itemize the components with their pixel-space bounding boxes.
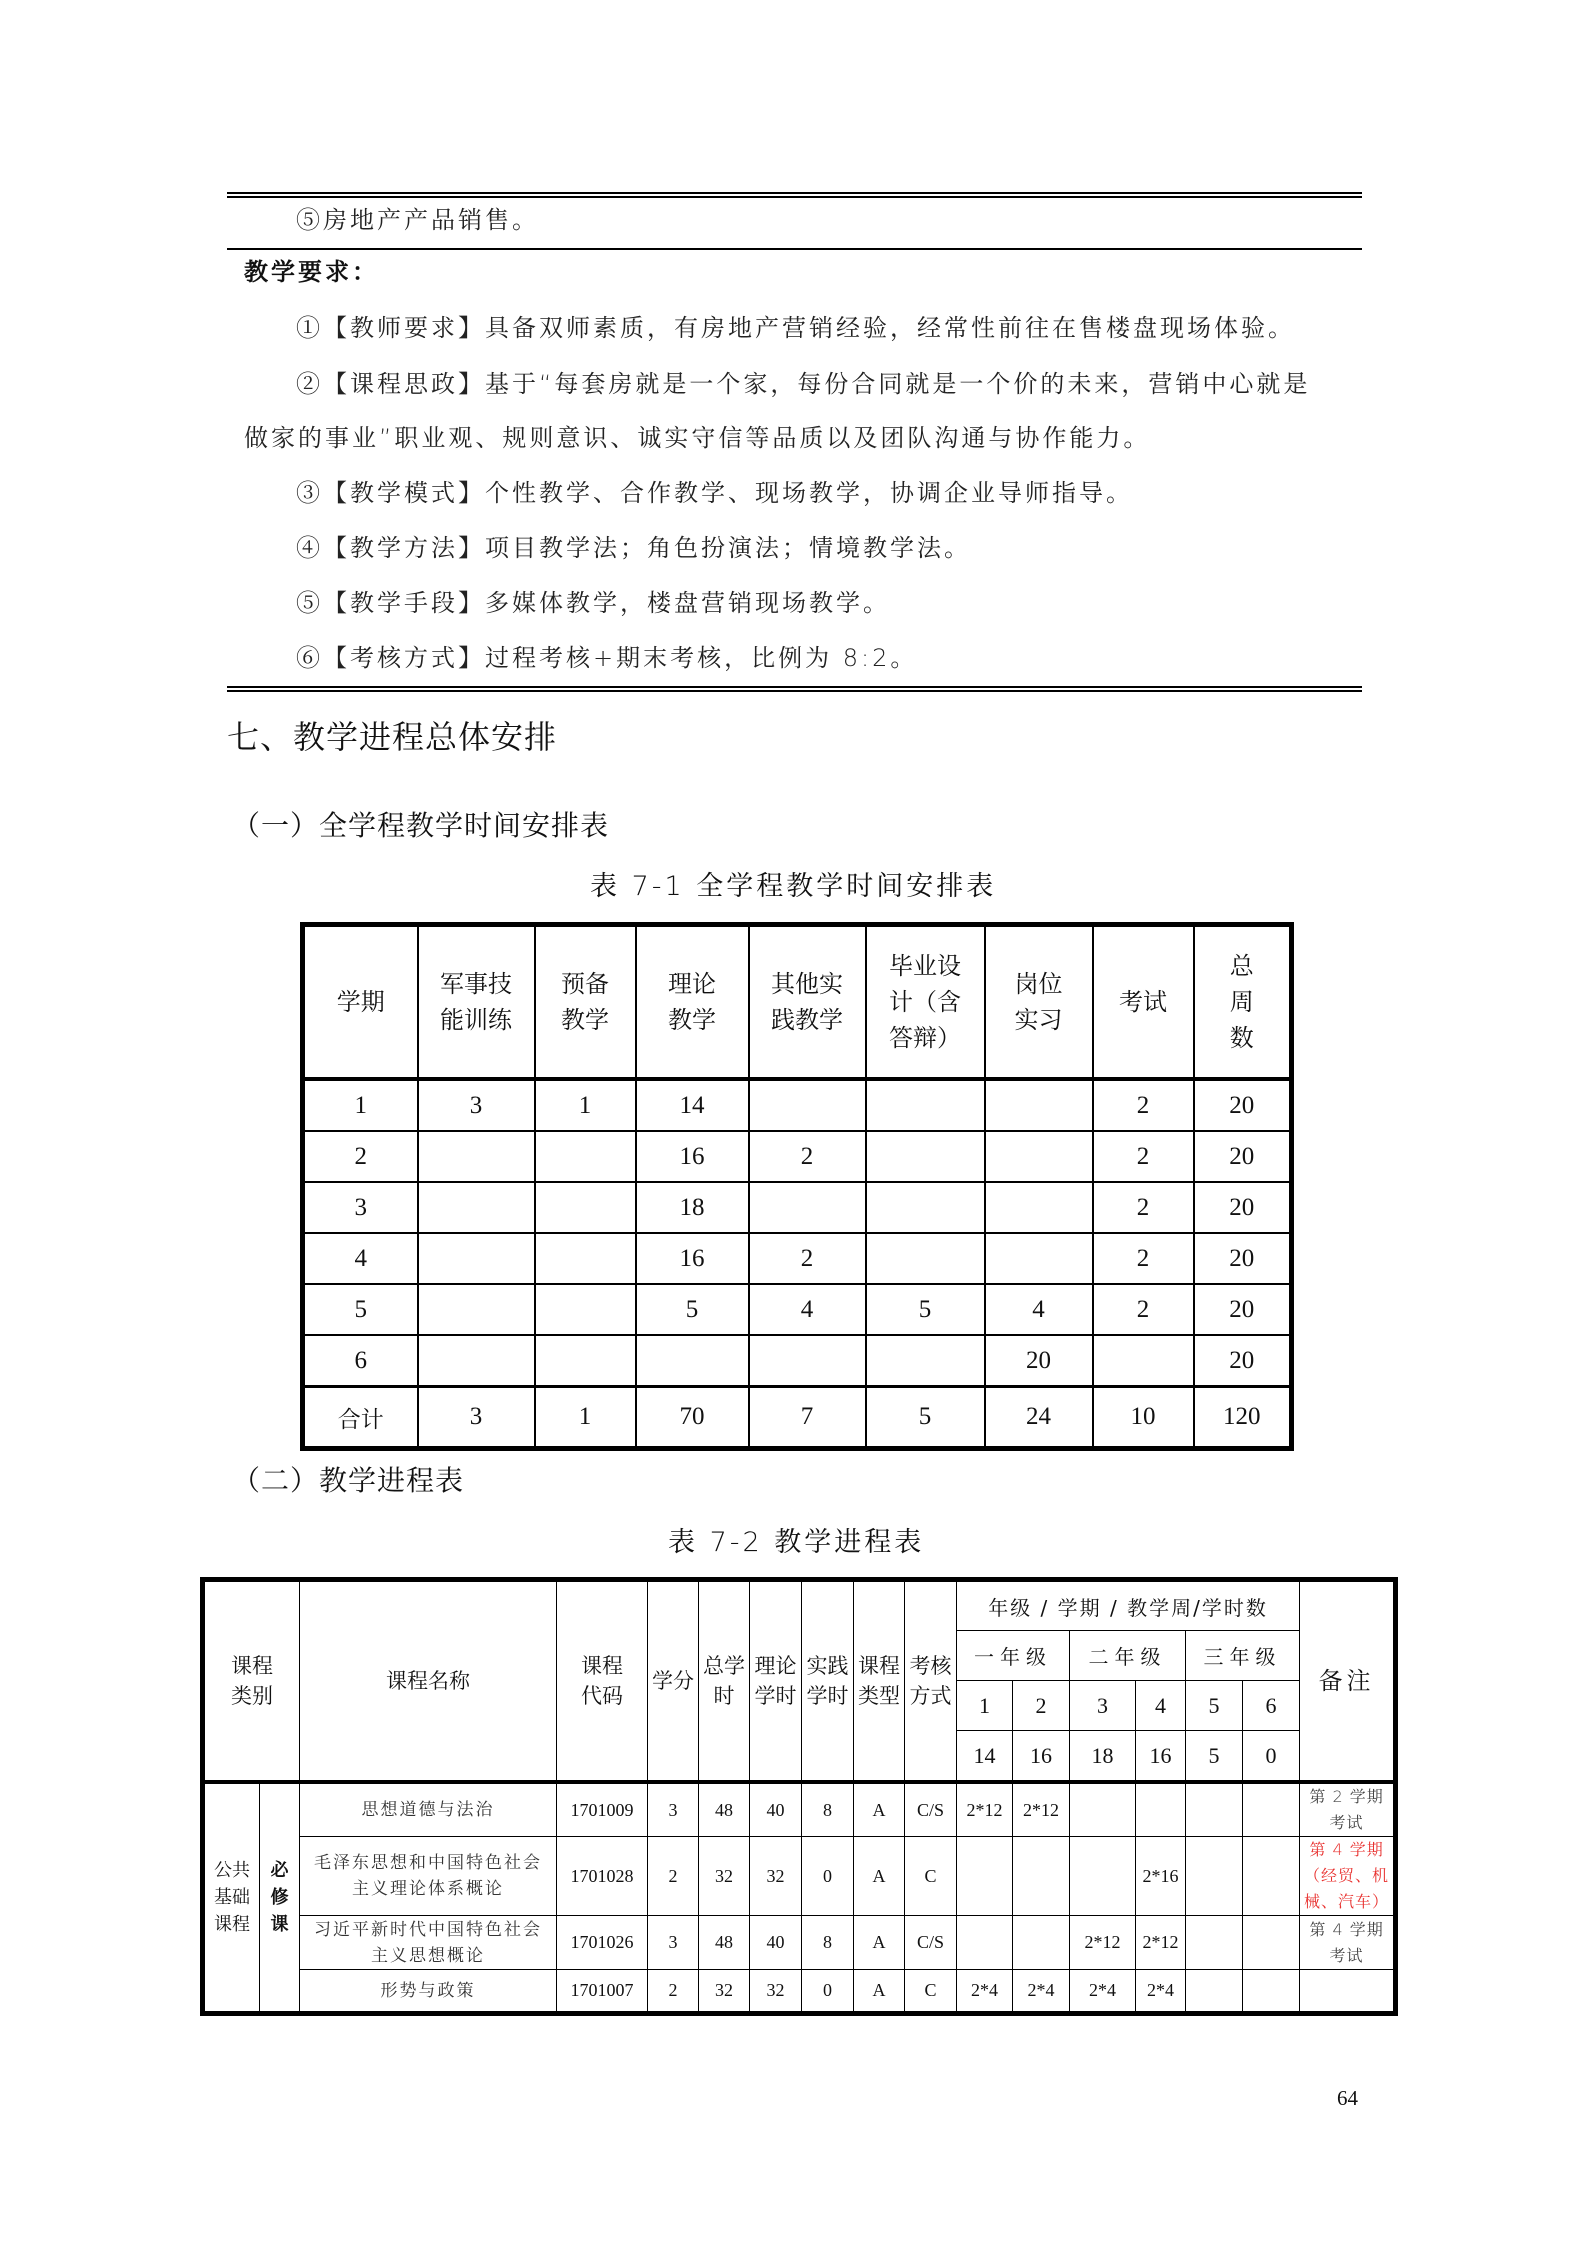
item-5-text: ⑤房地产产品销售。	[296, 206, 539, 234]
cell	[535, 1233, 636, 1284]
sem-hours	[1136, 1782, 1186, 1837]
table-7-1-caption: 表 7-1 全学程教学时间安排表	[590, 871, 997, 902]
header-weeks: 16	[1013, 1731, 1070, 1783]
cell	[866, 1233, 985, 1284]
header-semester: 学期	[303, 925, 418, 1080]
table-row	[303, 1335, 1292, 1387]
header-exam: 考试	[1093, 925, 1194, 1080]
header-total-hours: 总学 时	[699, 1580, 750, 1783]
cell: 5	[866, 1387, 985, 1449]
cell: 3	[418, 1079, 535, 1131]
requirement-ideology-line1: ②【课程思政】基于“每套房就是一个家，每份合同就是一个价的未来，营销中心就是	[296, 370, 1311, 398]
course-type: A	[854, 1782, 905, 1837]
sem-hours	[957, 1916, 1013, 1970]
assessment: C	[905, 1837, 957, 1916]
requirement-teacher: ①【教师要求】具备双师素质，有房地产营销经验，经常性前往在售楼盘现场体验。	[296, 314, 1295, 342]
theory-hours: 40	[750, 1916, 802, 1970]
table-row	[303, 1233, 1292, 1284]
cell: 2	[749, 1131, 866, 1182]
theory-hours: 32	[750, 1837, 802, 1916]
cell: 合计	[303, 1387, 418, 1449]
header-course-code: 课程 代码	[557, 1580, 648, 1783]
sem-hours	[1013, 1837, 1070, 1916]
cell	[418, 1131, 535, 1182]
sem-hours	[1186, 1782, 1243, 1837]
header-graduation-design: 毕业设 计（含 答辩）	[866, 925, 985, 1080]
category-public-foundation: 公共 基础 课程	[203, 1782, 260, 2014]
course-row	[203, 1837, 1396, 1916]
total-hours: 32	[699, 1837, 750, 1916]
sem-hours: 2*4	[1070, 1970, 1136, 2014]
cell: 4	[749, 1284, 866, 1335]
header-category: 课程 类别	[203, 1580, 300, 1783]
credits: 2	[648, 1837, 699, 1916]
requirement-ideology-line2: 做家的事业”职业观、规则意识、诚实守信等品质以及团队沟通与协作能力。	[244, 424, 1151, 452]
cell: 24	[985, 1387, 1093, 1449]
course-name: 习近平新时代中国特色社会 主义思想概论	[300, 1916, 557, 1970]
header-grade-group: 年级 / 学期 / 教学周/学时数	[957, 1580, 1300, 1631]
cell: 4	[985, 1284, 1093, 1335]
section-divider	[227, 248, 1362, 250]
assessment: C	[905, 1970, 957, 2014]
sem-hours: 2*4	[1013, 1970, 1070, 2014]
course-type: A	[854, 1916, 905, 1970]
header-assessment: 考核 方式	[905, 1580, 957, 1783]
cell: 20	[1194, 1182, 1292, 1233]
requirement-assessment: ⑥【考核方式】过程考核+期末考核，比例为 8:2。	[296, 644, 918, 672]
cell	[1093, 1335, 1194, 1387]
sem-hours	[1070, 1837, 1136, 1916]
credits: 3	[648, 1782, 699, 1837]
practice-hours: 0	[802, 1837, 854, 1916]
cell: 2	[1093, 1131, 1194, 1182]
header-course-type: 课程 类型	[854, 1580, 905, 1783]
cell: 5	[636, 1284, 749, 1335]
cell: 2	[1093, 1079, 1194, 1131]
header-semester: 6	[1243, 1681, 1300, 1731]
sem-hours	[957, 1837, 1013, 1916]
cell	[535, 1284, 636, 1335]
cell: 2	[749, 1233, 866, 1284]
header-weeks: 18	[1070, 1731, 1136, 1783]
cell: 10	[1093, 1387, 1194, 1449]
sem-hours	[1243, 1837, 1300, 1916]
cell	[985, 1182, 1093, 1233]
cell	[418, 1182, 535, 1233]
cell: 1	[303, 1079, 418, 1131]
cell	[418, 1284, 535, 1335]
theory-hours: 32	[750, 1970, 802, 2014]
cell: 20	[1194, 1284, 1292, 1335]
header-credits: 学分	[648, 1580, 699, 1783]
cell	[749, 1335, 866, 1387]
sem-hours	[1186, 1970, 1243, 2014]
header-total-weeks: 总 周 数	[1194, 925, 1292, 1080]
course-type: A	[854, 1970, 905, 2014]
course-name: 毛泽东思想和中国特色社会 主义理论体系概论	[300, 1837, 557, 1916]
sem-hours: 2*12	[1136, 1916, 1186, 1970]
cell: 7	[749, 1387, 866, 1449]
table-header-row	[303, 925, 1292, 1080]
cell	[866, 1131, 985, 1182]
requirements-title: 教学要求：	[244, 258, 379, 286]
sem-hours	[1070, 1782, 1136, 1837]
cell: 20	[1194, 1233, 1292, 1284]
sem-hours	[1243, 1916, 1300, 1970]
sem-hours: 2*12	[1013, 1782, 1070, 1837]
practice-hours: 0	[802, 1970, 854, 2014]
cell	[985, 1233, 1093, 1284]
requirement-mode: ③【教学模式】个性教学、合作教学、现场教学，协调企业导师指导。	[296, 479, 1133, 507]
header-semester: 1	[957, 1681, 1013, 1731]
cell	[866, 1335, 985, 1387]
cell: 70	[636, 1387, 749, 1449]
sem-hours: 2*12	[1070, 1916, 1136, 1970]
cell: 5	[303, 1284, 418, 1335]
cell	[749, 1182, 866, 1233]
teaching-progress-table	[200, 1577, 1398, 2016]
cell: 16	[636, 1131, 749, 1182]
course-name: 思想道德与法治	[300, 1782, 557, 1837]
cell: 18	[636, 1182, 749, 1233]
note-highlighted: 第 4 学期 （经贸、机 械、汽车）	[1300, 1837, 1396, 1916]
cell: 3	[303, 1182, 418, 1233]
header-other-practice: 其他实 践教学	[749, 925, 866, 1080]
total-hours: 32	[699, 1970, 750, 2014]
header-weeks: 14	[957, 1731, 1013, 1783]
cell: 1	[535, 1079, 636, 1131]
section-7-title: 七、教学进程总体安排	[227, 718, 558, 756]
note: 第 4 学期 考试	[1300, 1916, 1396, 1970]
cell: 1	[535, 1387, 636, 1449]
header-semester: 2	[1013, 1681, 1070, 1731]
header-preparatory: 预备 教学	[535, 925, 636, 1080]
cell: 5	[866, 1284, 985, 1335]
sem-hours: 2*16	[1136, 1837, 1186, 1916]
header-semester: 3	[1070, 1681, 1136, 1731]
practice-hours: 8	[802, 1916, 854, 1970]
credits: 2	[648, 1970, 699, 2014]
sem-hours: 2*12	[957, 1782, 1013, 1837]
category-required: 必 修 课	[260, 1782, 300, 2014]
cell: 2	[303, 1131, 418, 1182]
note: 第 2 学期 考试	[1300, 1782, 1396, 1837]
course-row	[203, 1782, 1396, 1837]
cell	[535, 1131, 636, 1182]
header-weeks: 0	[1243, 1731, 1300, 1783]
header-military-training: 军事技 能训练	[418, 925, 535, 1080]
table-row	[303, 1079, 1292, 1131]
sem-hours: 2*4	[1136, 1970, 1186, 2014]
table-row	[303, 1131, 1292, 1182]
theory-hours: 40	[750, 1782, 802, 1837]
total-hours: 48	[699, 1782, 750, 1837]
course-code: 1701026	[557, 1916, 648, 1970]
table-total-row	[303, 1387, 1292, 1449]
cell: 4	[303, 1233, 418, 1284]
cell	[535, 1335, 636, 1387]
total-hours: 48	[699, 1916, 750, 1970]
cell: 6	[303, 1335, 418, 1387]
header-row-1	[203, 1580, 1396, 1631]
cell: 14	[636, 1079, 749, 1131]
cell: 2	[1093, 1284, 1194, 1335]
cell: 2	[1093, 1182, 1194, 1233]
cell	[636, 1335, 749, 1387]
cell: 16	[636, 1233, 749, 1284]
sem-hours	[1013, 1916, 1070, 1970]
cell	[749, 1079, 866, 1131]
subsection-1-title: （一）全学程教学时间安排表	[232, 809, 610, 842]
course-type: A	[854, 1837, 905, 1916]
cell	[985, 1131, 1093, 1182]
cell: 20	[1194, 1131, 1292, 1182]
header-semester: 5	[1186, 1681, 1243, 1731]
course-row	[203, 1970, 1396, 2014]
course-name: 形势与政策	[300, 1970, 557, 2014]
credits: 3	[648, 1916, 699, 1970]
cell: 20	[1194, 1079, 1292, 1131]
header-notes: 备注	[1300, 1580, 1396, 1783]
course-code: 1701007	[557, 1970, 648, 2014]
note	[1300, 1970, 1396, 2014]
header-weeks: 16	[1136, 1731, 1186, 1783]
header-year-3: 三年级	[1186, 1631, 1300, 1681]
page-number: 64	[1337, 2086, 1358, 2110]
sem-hours	[1186, 1916, 1243, 1970]
cell	[418, 1335, 535, 1387]
course-code: 1701028	[557, 1837, 648, 1916]
header-year-1: 一年级	[957, 1631, 1070, 1681]
cell	[985, 1079, 1093, 1131]
cell	[418, 1233, 535, 1284]
subsection-2-title: （二）教学进程表	[232, 1464, 465, 1497]
cell: 2	[1093, 1233, 1194, 1284]
header-theory-hours: 理论 学时	[750, 1580, 802, 1783]
cell	[866, 1182, 985, 1233]
header-course-name: 课程名称	[300, 1580, 557, 1783]
assessment: C/S	[905, 1916, 957, 1970]
assessment: C/S	[905, 1782, 957, 1837]
course-row	[203, 1916, 1396, 1970]
sem-hours	[1243, 1782, 1300, 1837]
cell: 20	[985, 1335, 1093, 1387]
course-code: 1701009	[557, 1782, 648, 1837]
table-7-2-caption: 表 7-2 教学进程表	[668, 1527, 925, 1558]
cell: 20	[1194, 1335, 1292, 1387]
header-year-2: 二年级	[1070, 1631, 1186, 1681]
requirement-method: ④【教学方法】项目教学法；角色扮演法；情境教学法。	[296, 534, 971, 562]
header-weeks: 5	[1186, 1731, 1243, 1783]
header-practice-hours: 实践 学时	[802, 1580, 854, 1783]
table-row	[303, 1182, 1292, 1233]
practice-hours: 8	[802, 1782, 854, 1837]
sem-hours	[1186, 1837, 1243, 1916]
cell	[535, 1182, 636, 1233]
cell	[866, 1079, 985, 1131]
header-semester: 4	[1136, 1681, 1186, 1731]
table-row	[303, 1284, 1292, 1335]
sem-hours	[1243, 1970, 1300, 2014]
bottom-double-rule	[227, 686, 1362, 692]
top-double-rule	[227, 192, 1362, 198]
header-theory: 理论 教学	[636, 925, 749, 1080]
cell: 120	[1194, 1387, 1292, 1449]
cell: 3	[418, 1387, 535, 1449]
header-internship: 岗位 实习	[985, 925, 1093, 1080]
requirement-means: ⑤【教学手段】多媒体教学，楼盘营销现场教学。	[296, 589, 890, 617]
sem-hours: 2*4	[957, 1970, 1013, 2014]
teaching-time-table	[300, 922, 1294, 1451]
